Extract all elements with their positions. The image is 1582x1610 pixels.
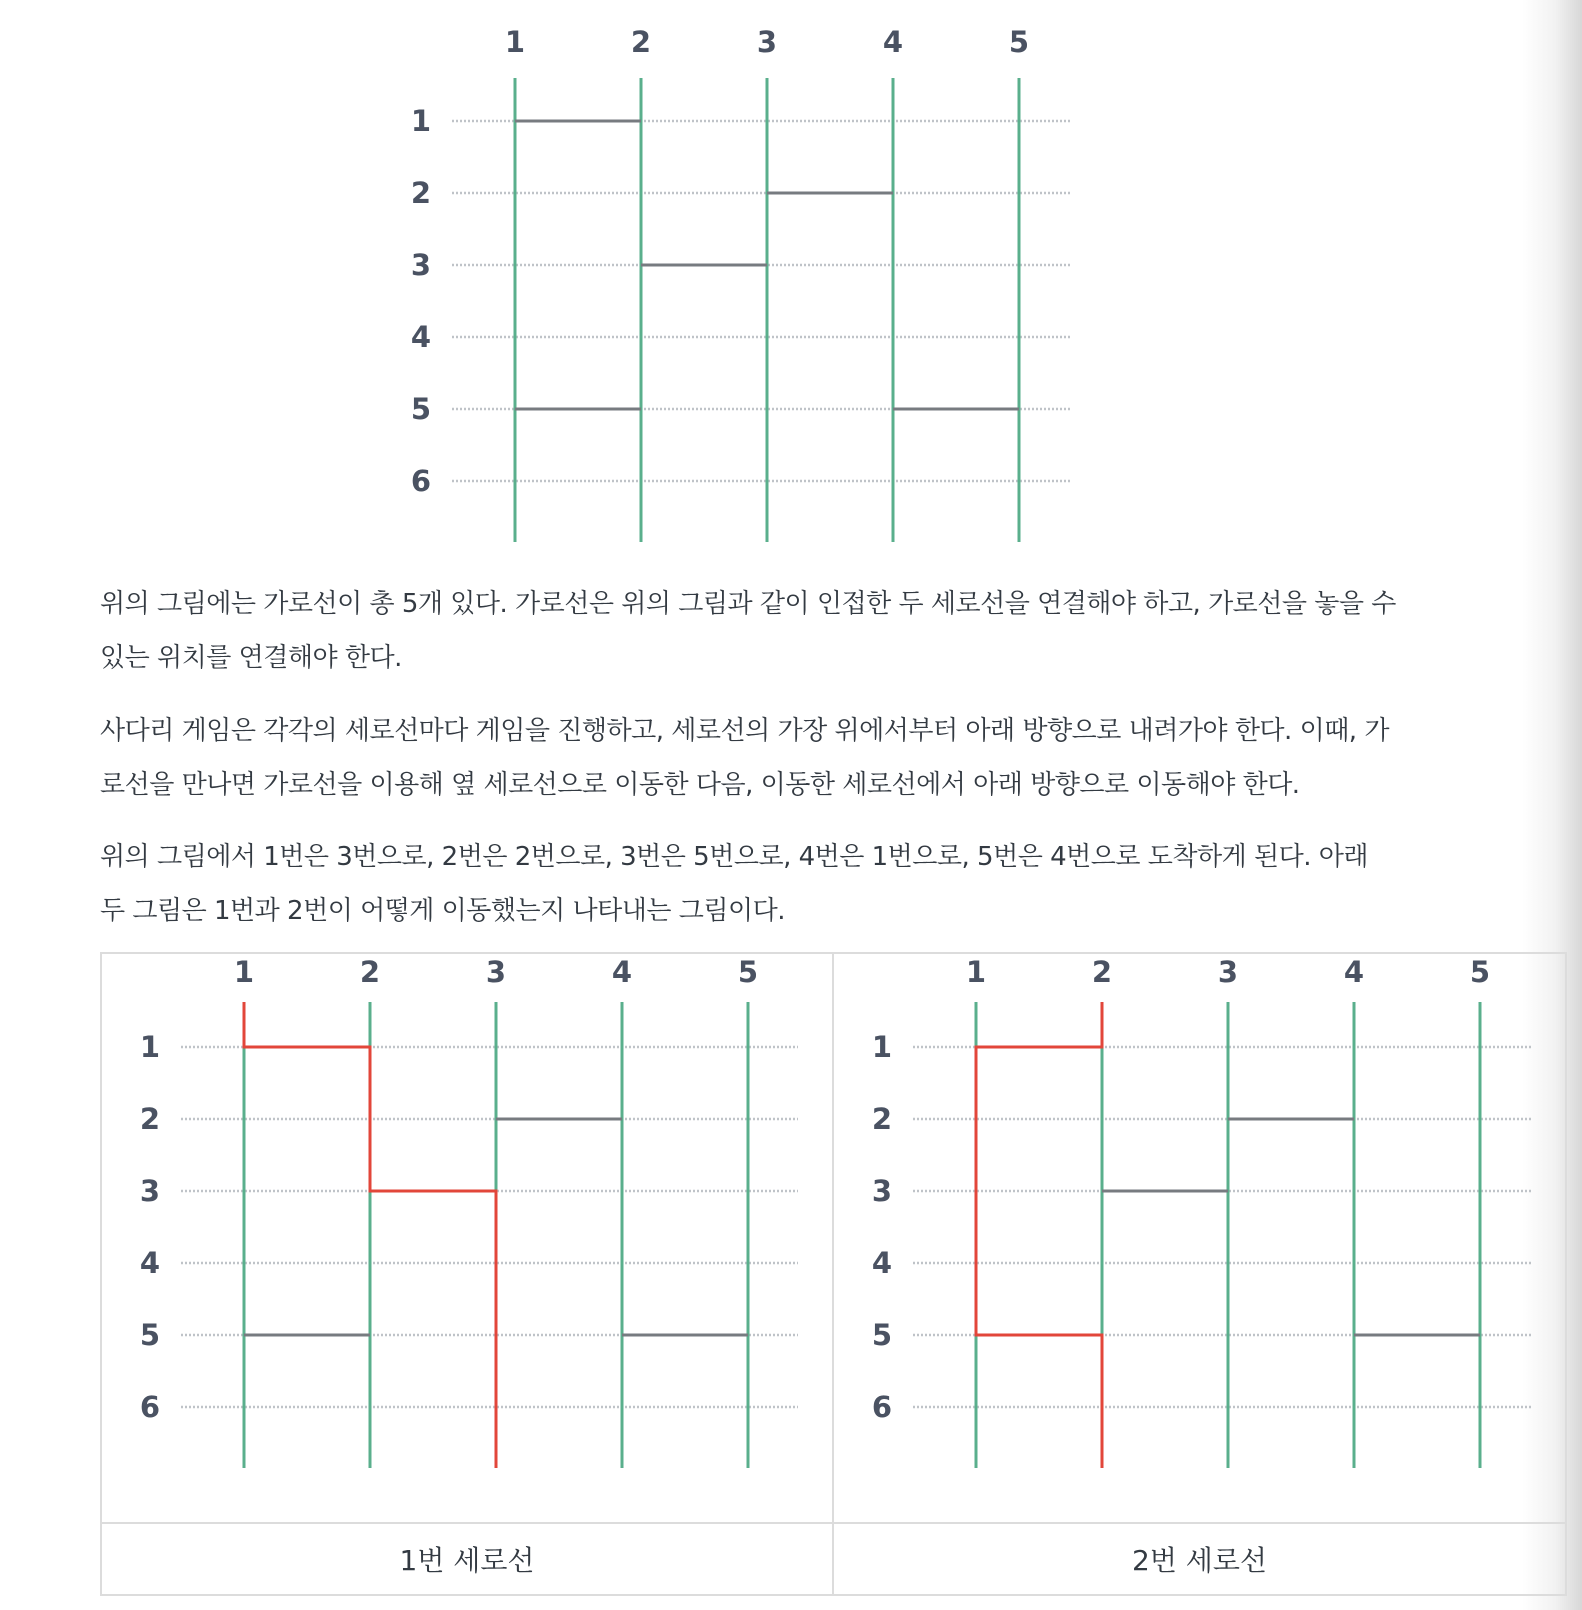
column-label: 5	[737, 955, 759, 989]
row-label: 4	[871, 1246, 893, 1280]
ladder-diagram-main	[400, 0, 1100, 552]
row-label: 6	[871, 1390, 893, 1424]
column-label: 4	[882, 25, 904, 59]
caption-example-1: 1번 세로선	[102, 1522, 834, 1594]
caption-example-2: 2번 세로선	[834, 1522, 1565, 1594]
paragraph-rules: 사다리 게임은 각각의 세로선마다 게임을 진행하고, 세로선의 가장 위에서부터 아래 방향으로 내려가야 한다. 이때, 가로선을 만나면 가로선을 이용해 옆 세로선으로 이동한 다음, 이동한 세로선에서 아래 방향으로 이동해야 한다.	[100, 716, 1389, 800]
row-label: 4	[139, 1246, 161, 1280]
traversal-path	[976, 1002, 1102, 1468]
row-label: 2	[139, 1102, 161, 1136]
row-label: 5	[871, 1318, 893, 1352]
column-label: 3	[756, 25, 778, 59]
paragraph-intro: 위의 그림에는 가로선이 총 5개 있다. 가로선은 위의 그림과 같이 인접한 두 세로선을 연결해야 하고, 가로선을 놓을 수 있는 위치를 연결해야 한다.	[100, 589, 1396, 673]
column-label: 3	[485, 955, 507, 989]
column-label: 5	[1008, 25, 1030, 59]
column-label: 1	[965, 955, 987, 989]
column-label: 3	[1217, 955, 1239, 989]
row-label: 6	[410, 464, 432, 498]
row-label: 2	[410, 176, 432, 210]
column-label: 1	[233, 955, 255, 989]
column-label: 4	[611, 955, 633, 989]
row-label: 3	[139, 1174, 161, 1208]
row-label: 1	[139, 1030, 161, 1064]
column-label: 5	[1469, 955, 1491, 989]
column-label: 2	[630, 25, 652, 59]
ladder-diagram-example-2	[834, 954, 1565, 1520]
row-label: 2	[871, 1102, 893, 1136]
paragraph-result: 위의 그림에서 1번은 3번으로, 2번은 2번으로, 3번은 5번으로, 4번은 1번으로, 5번은 4번으로 도착하게 된다. 아래 두 그림은 1번과 2번이 어떻게 이동했는지 나타내는 그림이다.	[100, 842, 1368, 926]
example-cell-2	[834, 954, 1565, 1522]
example-figure-table	[100, 952, 1567, 1596]
row-label: 1	[410, 104, 432, 138]
row-label: 3	[410, 248, 432, 282]
row-label: 5	[139, 1318, 161, 1352]
row-label: 5	[410, 392, 432, 426]
example-cell-1	[102, 954, 834, 1522]
column-label: 2	[359, 955, 381, 989]
row-label: 6	[139, 1390, 161, 1424]
column-label: 4	[1343, 955, 1365, 989]
row-label: 3	[871, 1174, 893, 1208]
row-label: 4	[410, 320, 432, 354]
column-label: 1	[504, 25, 526, 59]
column-label: 2	[1091, 955, 1113, 989]
row-label: 1	[871, 1030, 893, 1064]
ladder-diagram-example-1	[102, 954, 832, 1520]
